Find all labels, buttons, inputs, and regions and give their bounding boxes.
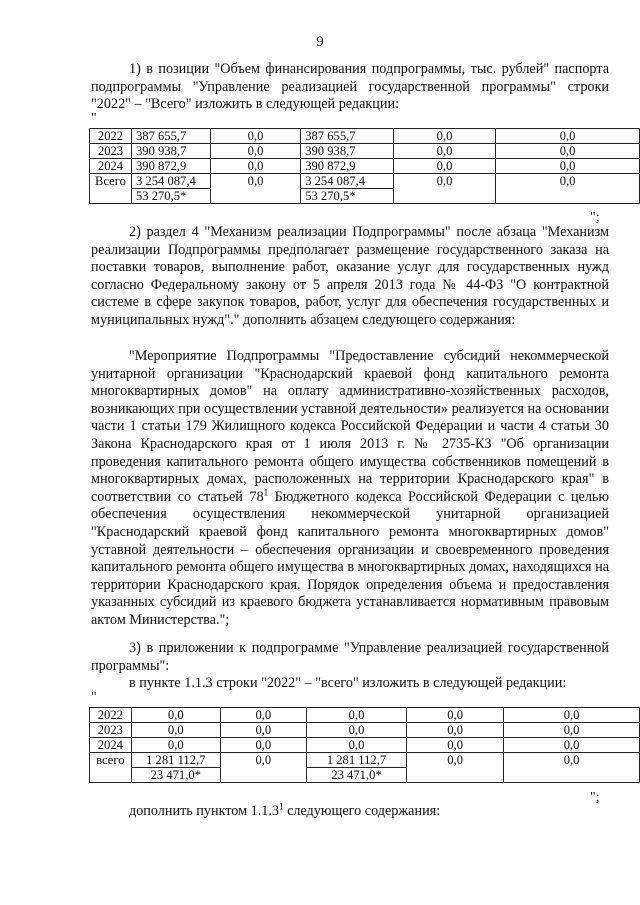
table-cell: 23 471,0* (306, 768, 406, 783)
quoted-text-part-1: "Мероприятие Подпрограммы "Предоставление субсидий некоммерческой унитарной организации "Краснодарский краевой фонд капитального ремонта многоквартирных домов" на оплату административно-хозяйственных расходов, возникающих при осуществлении уставной деятельности» реализуется на основании части 1 статьи 179 Жилищного кодекса Российской Федерации и части 4 статьи 30 Закона Краснодарского края от 1 июля 2013 г. № 2735-КЗ "Об организации проведения капитального ремонта общего имущества собственников помещений в многоквартирных домах, расположенных на территории Краснодарского края" в соответствии со статьей 78 (91, 348, 609, 505)
table-cell: 0,0 (393, 174, 495, 204)
table-cell: 53 270,5* (131, 189, 210, 204)
table-row (90, 159, 640, 174)
table-cell: 2022 (90, 708, 132, 723)
superscript: 1 (279, 801, 284, 812)
table-cell: всего (90, 753, 132, 783)
table-cell: 0,0 (393, 129, 495, 144)
table-row-total (90, 174, 640, 189)
table-cell: 390 938,7 (131, 144, 210, 159)
closing-paragraph (91, 803, 609, 821)
table-2-open-quote: " (91, 690, 97, 705)
item-1-paragraph: 1) в позиции "Объем финансирования подпрограммы, тыс. рублей" паспорта подпрограммы "Управление реализацией государственной программы" строки "2022" – "Всего" изложить в следующей редакции: (91, 61, 609, 113)
table-cell: 2023 (90, 723, 132, 738)
table-row (90, 723, 640, 738)
table-cell: 0,0 (131, 738, 220, 753)
table-cell: 0,0 (131, 723, 220, 738)
table-cell: 2024 (90, 738, 132, 753)
table-1-open-quote: " (91, 111, 97, 126)
table-row-total (90, 753, 640, 768)
table-cell: 0,0 (504, 738, 640, 753)
table-cell: 387 655,7 (301, 129, 394, 144)
table-cell: 0,0 (504, 708, 640, 723)
item-3-paragraph: 3) в приложении к подпрограмме "Управление реализацией государственной программы": (91, 640, 609, 674)
table-cell: 0,0 (220, 723, 306, 738)
table-cell: Всего (90, 174, 132, 204)
table-cell: 3 254 087,4 (131, 174, 210, 189)
table-cell: 0,0 (210, 129, 300, 144)
table-cell: 390 938,7 (301, 144, 394, 159)
table-cell: 387 655,7 (131, 129, 210, 144)
superscript: 1 (263, 487, 269, 498)
item-2-paragraph: 2) раздел 4 "Механизм реализации Подпрограммы" после абзаца "Механизм реализации Подпрограммы предполагает размещение государственного заказа на поставки товаров, выполнение работ, оказание услуг для государственных нужд согласно Федеральному закону от 5 апреля 2013 года № 44-ФЗ "О контрактной системе в сфере закупок товаров, работ, услуг для обеспечения государственных и муниципальных нужд"." дополнить абзацем следующего содержания: (91, 224, 609, 328)
table-cell: 0,0 (407, 738, 504, 753)
page-number: 9 (316, 34, 324, 50)
table-cell: 53 270,5* (301, 189, 394, 204)
table-cell: 0,0 (220, 738, 306, 753)
table-cell: 0,0 (131, 708, 220, 723)
table-cell: 0,0 (407, 753, 504, 783)
table-cell: 390 872,9 (131, 159, 210, 174)
table-cell: 0,0 (306, 738, 406, 753)
table-cell: 1 281 112,7 (131, 753, 220, 768)
table-cell: 0,0 (306, 723, 406, 738)
table-cell: 0,0 (504, 723, 640, 738)
table-cell: 0,0 (407, 708, 504, 723)
table-cell: 390 872,9 (301, 159, 394, 174)
table-cell: 2024 (90, 159, 132, 174)
closing-text-part-2: следующего содержания: (283, 803, 441, 819)
financing-table-2 (89, 707, 640, 783)
table-cell: 0,0 (496, 174, 640, 204)
table-cell: 0,0 (496, 129, 640, 144)
table-cell: 0,0 (306, 708, 406, 723)
table-cell: 0,0 (496, 159, 640, 174)
quoted-text-part-2: Бюджетного кодекса Российской Федерации с целью обеспечения осуществления некоммерческой унитарной организацией "Краснодарский краевой фонд капитального ремонта многоквартирных домов" уставной деятельности – обеспечения организации и своевременного проведения капитального ремонта общего имущества в многоквартирных домах, находящихся на территории Краснодарского края. Порядок определения объема и предоставления указанных субсидий из краевого бюджета устанавливается нормативным правовым актом Министерства."; (91, 488, 609, 628)
table-row (90, 738, 640, 753)
table-2-close-quote: "; (590, 790, 600, 805)
table-cell: 0,0 (496, 144, 640, 159)
table-cell: 1 281 112,7 (306, 753, 406, 768)
table-row (90, 708, 640, 723)
table-cell: 0,0 (210, 144, 300, 159)
table-cell: 0,0 (220, 708, 306, 723)
table-row (90, 144, 640, 159)
table-row (90, 129, 640, 144)
table-cell: 23 471,0* (131, 768, 220, 783)
item-2-quoted-paragraph (91, 348, 609, 630)
closing-text-part-1: дополнить пунктом 1.1.3 (129, 803, 280, 819)
item-3-subparagraph: в пункте 1.1.3 строки "2022" – "всего" изложить в следующей редакции: (129, 675, 567, 691)
table-cell: 0,0 (393, 144, 495, 159)
table-cell: 2023 (90, 144, 132, 159)
table-cell: 0,0 (407, 723, 504, 738)
table-cell: 3 254 087,4 (301, 174, 394, 189)
table-cell: 0,0 (393, 159, 495, 174)
table-cell: 0,0 (210, 159, 300, 174)
table-cell: 2022 (90, 129, 132, 144)
financing-table-1 (89, 128, 640, 204)
table-cell: 0,0 (504, 753, 640, 783)
table-cell: 0,0 (220, 753, 306, 783)
table-1-close-quote: "; (590, 210, 600, 225)
table-cell: 0,0 (210, 174, 300, 204)
